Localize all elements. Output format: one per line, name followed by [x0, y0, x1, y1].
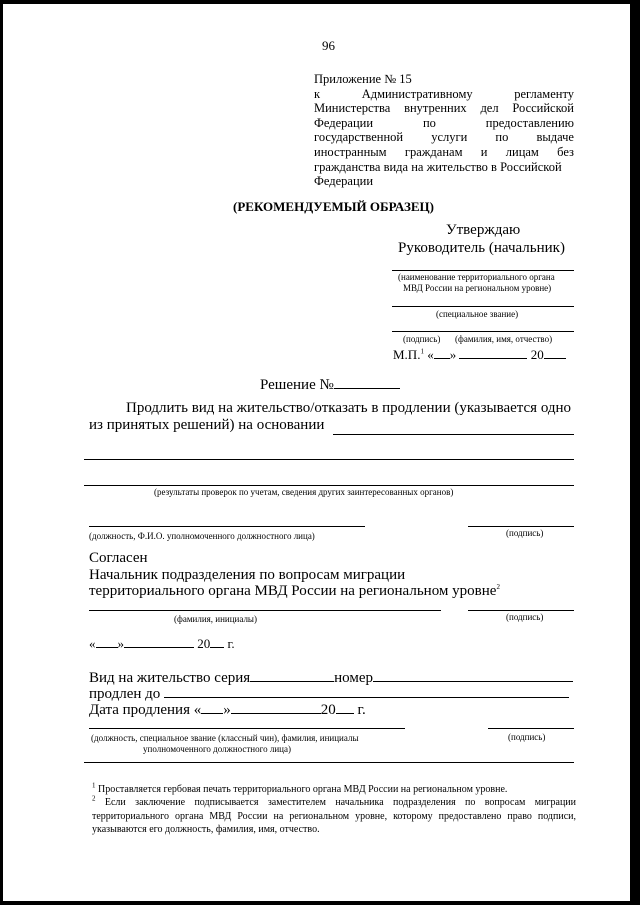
approve-title: Утверждаю	[446, 222, 521, 238]
decision-number-field[interactable]	[334, 375, 400, 389]
page-number: 96	[322, 38, 335, 53]
appendix-line	[314, 145, 574, 160]
agreed-year-prefix: 20	[197, 636, 211, 651]
caption-official: (должность, Ф.И.О. уполномоченного должностного лица)	[89, 531, 315, 541]
chief-signature-line[interactable]	[468, 610, 574, 611]
rank-line[interactable]	[392, 306, 574, 307]
quote-close: »	[117, 636, 124, 651]
agreed-title: Согласен	[89, 550, 148, 566]
appendix-word: Российской	[512, 101, 574, 116]
mp-label: М.П.	[393, 347, 421, 362]
agreed-line1: Начальник подразделения по вопросам миграции	[89, 567, 406, 583]
appendix-word: иностранным	[314, 144, 387, 159]
caption-chief-sign: (подпись)	[506, 612, 544, 622]
scan-edge-top	[0, 0, 640, 4]
agreed-year-suffix: г.	[227, 636, 235, 651]
caption-official-sign: (подпись)	[506, 528, 544, 538]
appendix-word: услуги	[431, 130, 468, 145]
scan-edge-bottom	[0, 901, 640, 905]
permit-day-field[interactable]	[201, 700, 223, 714]
footnote-1-mark: 1	[92, 781, 96, 790]
footnote-1	[92, 783, 576, 797]
year-prefix: 20	[530, 347, 544, 362]
scan-edge-right	[630, 0, 640, 905]
agreed-day-field[interactable]	[96, 635, 118, 648]
decision-text-line2: из принятых решений) на основании	[89, 417, 325, 433]
appendix-line	[314, 116, 574, 131]
caption-permit-official-line2: уполномоченного должностного лица)	[143, 744, 291, 754]
caption-permit-official-line1: (должность, специальное звание (классный чин), фамилия, инициалы	[91, 733, 359, 743]
caption-chief-name: (фамилия, инициалы)	[174, 614, 257, 624]
caption-org-line2: МВД России на региональном уровне)	[403, 283, 552, 293]
permit-number-field[interactable]	[373, 668, 573, 682]
permit-date-label: Дата продления «	[89, 702, 202, 718]
appendix-line	[314, 87, 574, 102]
appendix-block	[314, 72, 574, 189]
appendix-word: гражданства вида на жительство в Российской	[314, 159, 562, 174]
permit-extended-label: продлен до	[89, 686, 161, 702]
appendix-line	[314, 101, 574, 116]
appendix-word: по	[495, 130, 509, 145]
footnote-1-text: Проставляется гербовая печать территориального органа МВД России на региональном уровне.	[98, 784, 508, 795]
appendix-word: регламенту	[514, 86, 574, 101]
org-name-line[interactable]	[392, 270, 574, 271]
caption-rank: (специальное звание)	[436, 309, 519, 319]
official-signature-line[interactable]	[468, 526, 574, 527]
signature-name-line[interactable]	[392, 331, 574, 332]
appendix-word: предоставлению	[485, 115, 574, 130]
quote-open: «	[89, 636, 96, 651]
appendix-word: Министерства	[314, 101, 391, 116]
appendix-word: лицам	[505, 144, 539, 159]
month-field[interactable]	[459, 346, 527, 359]
decision-title-text: Решение №	[260, 377, 334, 393]
appendix-word: Приложение № 15	[314, 72, 412, 86]
agreed-month-field[interactable]	[124, 635, 194, 648]
permit-year-prefix: 20	[320, 702, 336, 718]
appendix-word: государственной	[314, 130, 404, 145]
basis-line-3[interactable]	[84, 485, 574, 486]
appendix-word: Федерации	[314, 115, 374, 130]
basis-line-2[interactable]	[84, 459, 574, 460]
appendix-line	[314, 160, 574, 175]
permit-signature-line[interactable]	[488, 728, 574, 729]
permit-number-label: номер	[334, 670, 374, 686]
approve-head: Руководитель (начальник)	[398, 240, 565, 256]
appendix-line	[314, 174, 574, 189]
footnote-separator	[84, 762, 574, 763]
appendix-word: Административному	[361, 86, 473, 101]
footnote-2	[92, 796, 576, 837]
permit-official-line[interactable]	[89, 728, 405, 729]
quote-open: «	[427, 347, 434, 362]
appendix-word: гражданам	[404, 144, 463, 159]
appendix-line	[314, 72, 574, 87]
agreed-line2-text: территориального органа МВД России на региональном уровне	[89, 583, 497, 599]
decision-text-line1: Продлить вид на жительство/отказать в продлении (указывается одно	[126, 400, 572, 416]
permit-year-field[interactable]	[336, 700, 354, 714]
quote-close: »	[223, 702, 231, 718]
quote-close: »	[449, 347, 457, 362]
appendix-word: дел	[480, 101, 499, 116]
permit-extended-field[interactable]	[164, 684, 569, 698]
permit-date-row	[89, 700, 366, 719]
chief-name-line[interactable]	[89, 610, 441, 611]
appendix-line	[314, 130, 574, 145]
permit-series-field[interactable]	[250, 668, 334, 682]
caption-checks: (результаты проверок по учетам, сведения других заинтересованных органов)	[154, 487, 454, 497]
permit-month-field[interactable]	[231, 700, 321, 714]
scan-edge-left	[0, 0, 3, 905]
appendix-word: без	[557, 144, 574, 159]
footnote-2-text: Если заключение подписывается заместителем начальника подразделения по вопросам миграции территориального органа МВД России на региональном уровне, которому предоставлено право подписи, указываются его должность, фамилия, имя, отчество.	[92, 797, 576, 835]
caption-permit-sign: (подпись)	[508, 732, 546, 742]
year-field[interactable]	[544, 346, 566, 359]
permit-series-label: Вид на жительство серия	[89, 670, 251, 686]
caption-sign: (подпись)	[403, 334, 441, 344]
appendix-word: Федерации	[314, 174, 374, 189]
day-field[interactable]	[434, 346, 450, 359]
footnote-2-mark: 2	[92, 794, 96, 803]
appendix-word: выдаче	[536, 130, 574, 145]
caption-full-name: (фамилия, имя, отчество)	[455, 334, 553, 344]
agreed-year-field[interactable]	[210, 635, 224, 648]
stamp-date-row	[393, 346, 566, 363]
agreed-date-row	[89, 635, 235, 652]
caption-org-line1: (наименование территориального органа	[398, 272, 555, 282]
official-line[interactable]	[89, 526, 365, 527]
decision-title	[260, 375, 400, 394]
basis-line-1[interactable]	[333, 434, 574, 435]
mp-footnote-mark: 1	[420, 347, 424, 356]
appendix-word: по	[422, 115, 436, 130]
permit-year-suffix: г.	[357, 702, 366, 718]
agreed-footnote-mark: 2	[496, 583, 500, 591]
appendix-word: и	[480, 144, 488, 159]
sample-title: (РЕКОМЕНДУЕМЫЙ ОБРАЗЕЦ)	[233, 199, 434, 214]
appendix-word: внутренних	[404, 101, 467, 116]
appendix-word: к	[314, 86, 321, 101]
agreed-line2	[89, 583, 500, 600]
